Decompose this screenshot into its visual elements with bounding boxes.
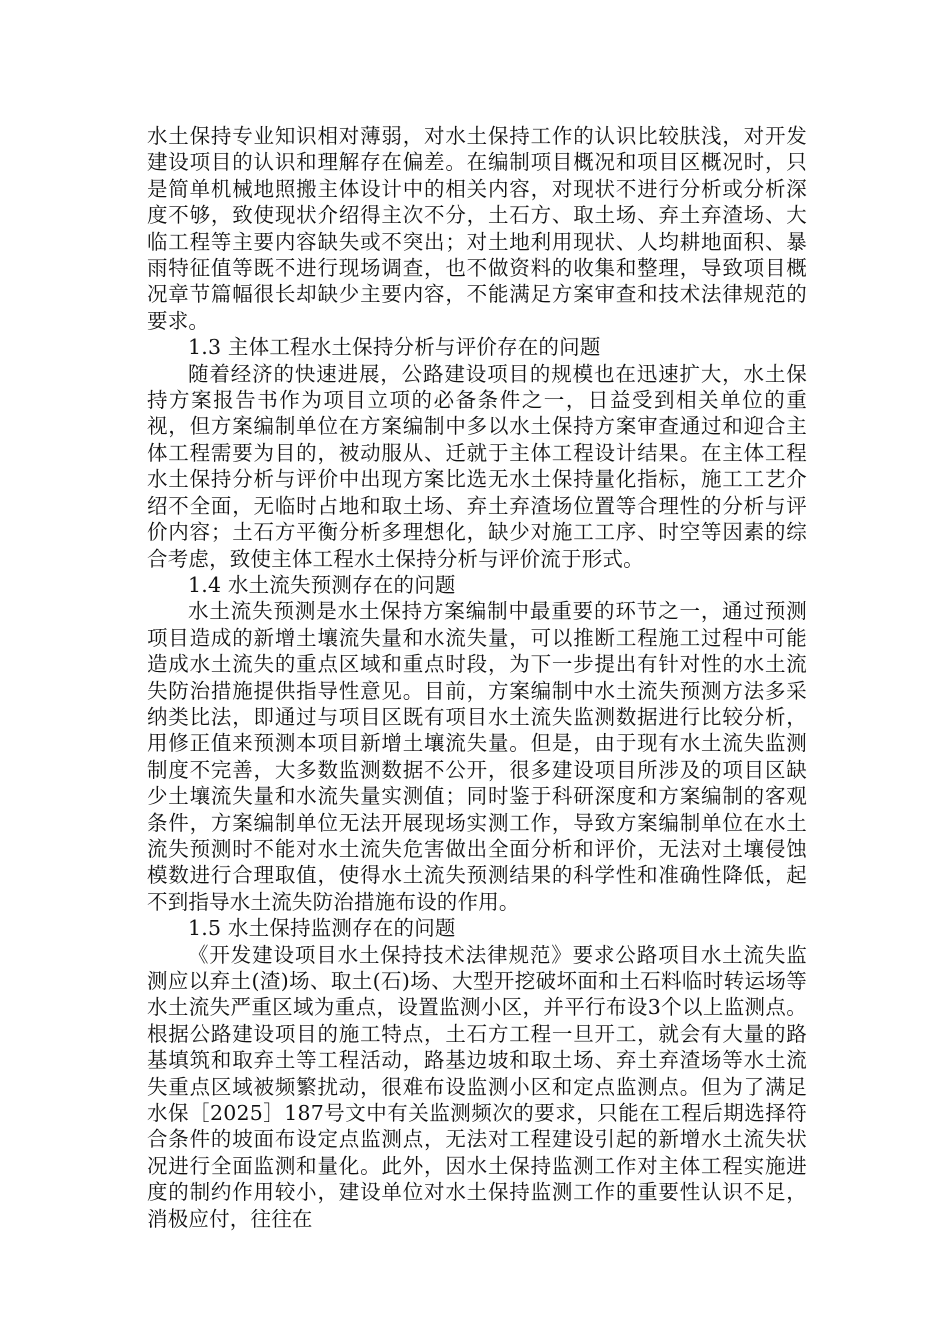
section-heading-1-3: 1.3 主体工程水土保持分析与评价存在的问题	[188, 335, 601, 360]
paragraph-erosion-prediction: 水土流失预测是水土保持方案编制中最重要的环节之一，通过预测项目造成的新增土壤流失量和水流失量，可以推断工程施工过程中可能造成水土流失的重点区域和重点时段，为下一步提出有针对性的水土流失防治措施提供指导性意见。目前，方案编制中水土流失预测方法多采纳类比法，即通过与项目区既有项目水土流失监测数据进行比较分析，用修正值来预测本项目新增土壤流失量。但是，由于现有水土流失监测制度不完善，大多数监测数据不公开，很多建设项目所涉及的项目区缺少土壤流失量和水流失量实测值；同时鉴于科研深度和方案编制的客观条件，方案编制单位无法开展现场实测工作，导致方案编制单位在水土流失预测时不能对水土流失危害做出全面分析和评价，无法对土壤侵蚀模数进行合理取值，使得水土流失预测结果的科学性和准确性降低，起不到指导水土流失防治措施布设的作用。	[147, 599, 807, 914]
paragraph-monitoring: 《开发建设项目水土保持技术法律规范》要求公路项目水土流失监测应以弃土(渣)场、取土(石)场、大型开挖破坏面和土石料临时转运场等水土流失严重区域为重点，设置监测小区，并平行布设3个以上监测点。根据公路建设项目的施工特点，土石方工程一旦开工，就会有大量的路基填筑和取弃土等工程活动，路基边坡和取土场、弃土弃渣场等水土流失重点区域被频繁扰动，很难布设监测小区和定点监测点。但为了满足水保［2025］187号文中有关监测频次的要求，只能在工程后期选择符合条件的坡面布设定点监测点，无法对工程建设引起的新增水土流失状况进行全面监测和量化。此外，因水土保持监测工作对主体工程实施进度的制约作用较小，建设单位对水土保持监测工作的重要性认识不足，消极应付，往往在	[147, 942, 807, 1231]
document-page	[147, 123, 807, 1232]
section-heading-1-5: 1.5 水土保持监测存在的问题	[188, 916, 456, 941]
section-heading-1-4: 1.4 水土流失预测存在的问题	[188, 572, 456, 597]
paragraph-project-overview-continued: 水土保持专业知识相对薄弱，对水土保持工作的认识比较肤浅，对开发建设项目的认识和理解存在偏差。在编制项目概况和项目区概况时，只是简单机械地照搬主体设计中的相关内容，对现状不进行分析或分析深度不够，致使现状介绍得主次不分，土石方、取土场、弃土弃渣场、大临工程等主要内容缺失或不突出；对土地利用现状、人均耕地面积、暴雨特征值等既不进行现场调查，也不做资料的收集和整理，导致项目概况章节篇幅很长却缺少主要内容，不能满足方案审查和技术法律规范的要求。	[147, 124, 807, 333]
paragraph-main-works-analysis: 随着经济的快速进展，公路建设项目的规模也在迅速扩大，水土保持方案报告书作为项目立项的必备条件之一，日益受到相关单位的重视，但方案编制单位在方案编制中多以水土保持方案审查通过和迎合主体工程需要为目的，被动服从、迁就于主体工程设计结果。在主体工程水土保持分析与评价中出现方案比选无水土保持量化指标，施工工艺介绍不全面，无临时占地和取土场、弃土弃渣场位置等合理性的分析与评价内容；土石方平衡分析多理想化，缺少对施工工序、时空等因素的综合考虑，致使主体工程水土保持分析与评价流于形式。	[147, 361, 807, 571]
